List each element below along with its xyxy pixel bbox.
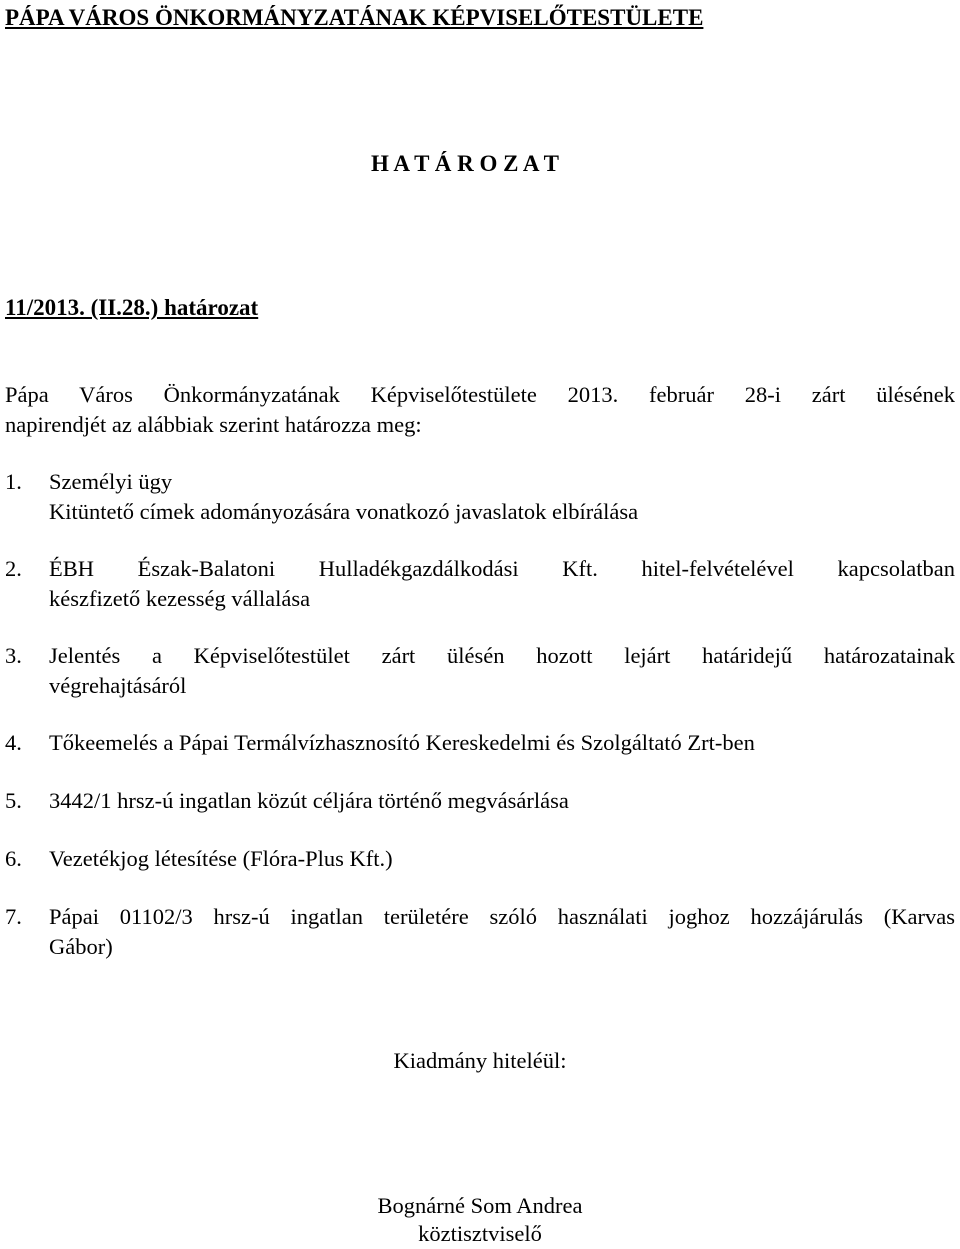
agenda-item-4 [5,728,955,758]
intro-paragraph [5,380,955,439]
agenda-item-number: 3. [5,643,22,668]
agenda-item-2 [5,554,955,613]
agenda-item-line-1: Pápai 01102/3 hrsz-ú ingatlan területére szóló használati joghoz hozzájárulás (Karvas [49,904,955,929]
certification-label: Kiadmány hiteléül: [393,1048,567,1073]
council-header: PÁPA VÁROS ÖNKORMÁNYZATÁNAK KÉPVISELŐTESTÜLETE [5,5,704,30]
agenda-item-3 [5,641,955,700]
agenda-item-line-2: végrehajtásáról [49,672,187,698]
agenda-item-number: 6. [5,846,22,871]
agenda-item-1 [5,467,955,526]
agenda-item-line-1: Jelentés a Képviselőtestület zárt ülésén hozott lejárt határidejű határozatainak [49,643,955,668]
agenda-item-line-2: Kitüntető címek adományozására vonatkozó javaslatok elbírálása [49,498,639,524]
document-title: H A T Á R O Z A T [371,151,559,176]
agenda-item-line-2: Gábor) [49,933,113,959]
agenda-item-number: 4. [5,730,22,755]
agenda-item-line-1: Személyi ügy [49,469,173,494]
agenda-item-7 [5,902,955,961]
agenda-item-line-2: készfizető kezesség vállalása [49,585,311,611]
agenda-item-number: 1. [5,469,22,494]
agenda-item-line-1: Tőkeemelés a Pápai Termálvízhasznosító Kereskedelmi és Szolgáltató Zrt-ben [49,730,755,755]
agenda-item-line-1: ÉBH Észak-Balatoni Hulladékgazdálkodási Kft. hitel-felvételével kapcsolatban [49,556,955,581]
agenda-item-number: 5. [5,788,22,813]
intro-line-2: napirendjét az alábbiak szerint határozza meg: [5,411,422,437]
agenda-item-line-1: Vezetékjog létesítése (Flóra-Plus Kft.) [49,846,393,871]
signatory-title: köztisztviselő [418,1221,542,1246]
intro-line-1: Pápa Város Önkormányzatának Képviselőtestülete 2013. február 28-i zárt ülésének [5,382,955,407]
agenda-item-5 [5,786,955,816]
agenda-item-number: 7. [5,904,22,929]
resolution-number: 11/2013. (II.28.) határozat [5,295,259,320]
signatory-name: Bognárné Som Andrea [377,1193,583,1218]
agenda-item-6 [5,844,955,874]
agenda-item-number: 2. [5,556,22,581]
agenda-item-line-1: 3442/1 hrsz-ú ingatlan közút céljára történő megvásárlása [49,788,569,813]
